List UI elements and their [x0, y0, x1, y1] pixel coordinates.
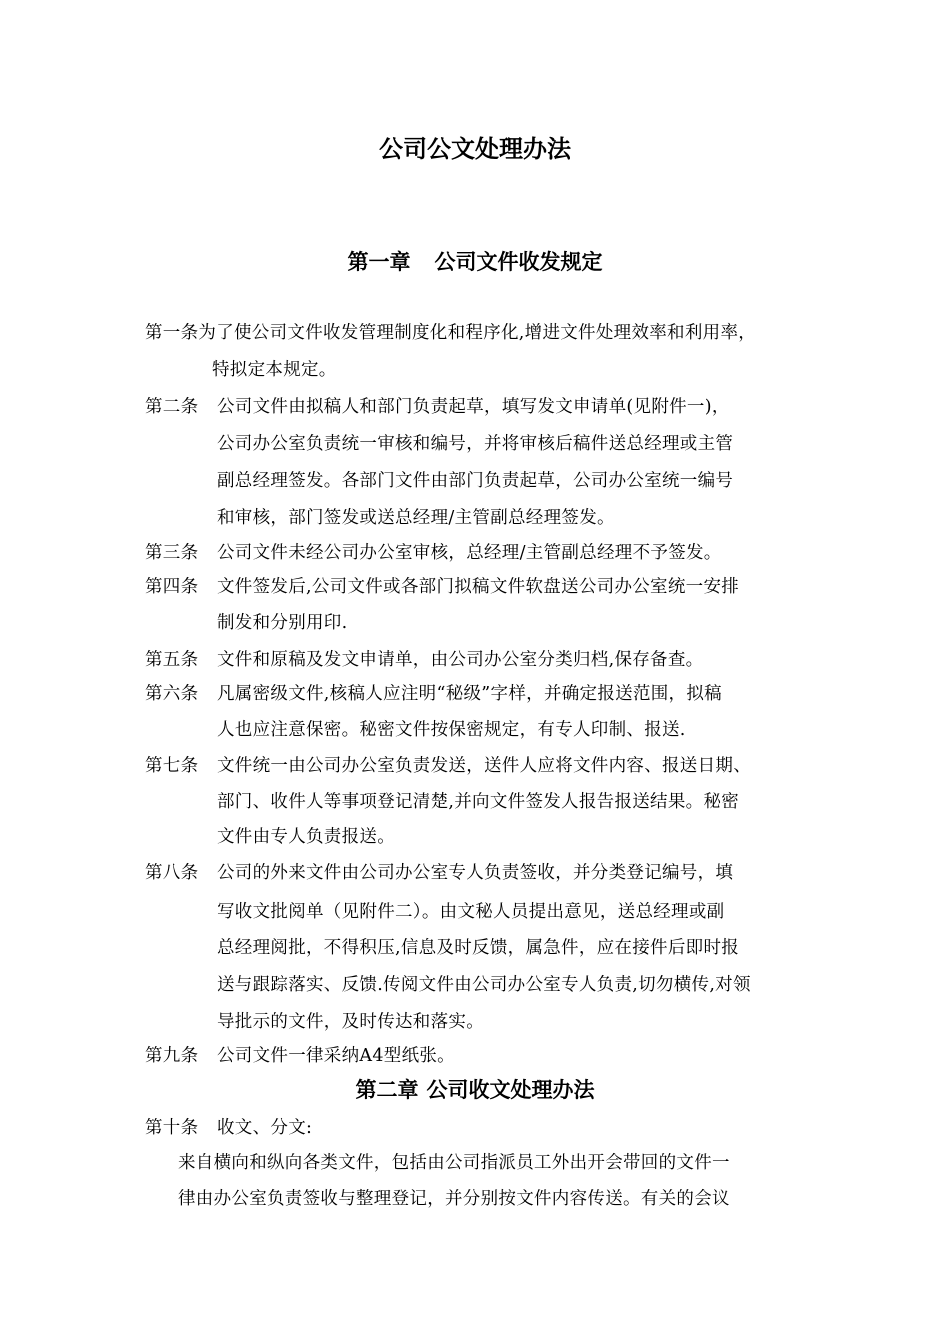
article-2-line-4: 和审核，部门签发或送总经理/主管副总经理签发。	[217, 508, 615, 528]
article-7-line-3: 文件由专人负责报送。	[217, 827, 395, 847]
article-2-line-1	[145, 394, 730, 420]
page-title: 公司公文处理办法	[379, 134, 571, 163]
chapter-heading-2	[0, 1075, 950, 1105]
article-3-line-1	[145, 540, 722, 566]
article-8-line-5: 导批示的文件，及时传达和落实。	[217, 1012, 484, 1032]
article-8-line-1	[145, 860, 733, 886]
article-8-line-4: 送与跟踪落实、反馈.传阅文件由公司办公室专人负责,切勿横传,对领	[217, 975, 751, 995]
article-7-line-1	[145, 753, 751, 779]
article-text: 凡属密级文件,核稿人应注明“秘级”字样，并确定报送范围，拟稿	[217, 684, 722, 704]
article-text: 文件签发后,公司文件或各部门拟稿文件软盘送公司办公室统一安排	[217, 577, 740, 597]
article-1-line-2: 特拟定本规定。	[212, 360, 337, 380]
article-2-line-2: 公司办公室负责统一审核和编号，并将审核后稿件送总经理或主管	[217, 434, 734, 454]
article-label: 第十条	[145, 1118, 199, 1138]
article-1-line-1: 第一条为了使公司文件收发管理制度化和程序化,增进文件处理效率和利用率，	[145, 323, 757, 343]
article-5-line-1	[145, 647, 703, 673]
article-label: 第二条	[145, 397, 199, 417]
article-label: 第五条	[145, 650, 199, 670]
chapter-number: 第一章	[347, 249, 411, 274]
article-text: 公司文件一律采纳A4型纸张。	[217, 1046, 455, 1066]
chapter-name: 公司收文处理办法	[426, 1077, 595, 1102]
article-label: 第九条	[145, 1046, 199, 1066]
article-text: 收文、分文:	[217, 1118, 313, 1138]
article-9-line-1	[145, 1043, 455, 1069]
article-label: 第七条	[145, 756, 199, 776]
paragraph-line-2: 律由办公室负责签收与整理登记，并分别按文件内容传送。有关的会议	[178, 1189, 730, 1209]
chapter-number: 第二章	[355, 1077, 419, 1102]
article-label: 第八条	[145, 863, 199, 883]
chapter-heading-1	[0, 247, 950, 277]
article-4-line-1	[145, 574, 739, 600]
article-label: 第三条	[145, 543, 199, 563]
article-label: 第四条	[145, 577, 199, 597]
article-8-line-2: 写收文批阅单（见附件二）。由文秘人员提出意见，送总经理或副	[217, 902, 725, 922]
article-text: 文件和原稿及发文申请单，由公司办公室分类归档,保存备查。	[217, 650, 704, 670]
article-label: 第六条	[145, 684, 199, 704]
article-text: 公司文件未经公司办公室审核，总经理/主管副总经理不予签发。	[217, 543, 722, 563]
article-2-line-3: 副总经理签发。各部门文件由部门负责起草，公司办公室统一编号	[217, 471, 734, 491]
article-4-line-2: 制发和分别用印.	[217, 613, 348, 633]
article-text: 公司的外来文件由公司办公室专人负责签收，并分类登记编号，填	[217, 863, 734, 883]
article-8-line-3: 总经理阅批，不得积压,信息及时反馈，属急件，应在接件后即时报	[217, 938, 740, 958]
article-text: 文件统一由公司办公室负责发送，送件人应将文件内容、报送日期、	[217, 756, 751, 776]
chapter-name: 公司文件收发规定	[434, 249, 603, 274]
paragraph-line-1: 来自横向和纵向各类文件，包括由公司指派员工外出开会带回的文件一	[178, 1153, 730, 1173]
article-10-line-1	[145, 1115, 312, 1141]
article-7-line-2: 部门、收件人等事项登记清楚,并向文件签发人报告报送结果。秘密	[217, 792, 740, 812]
article-text: 公司文件由拟稿人和部门负责起草，填写发文申请单(见附件一)，	[217, 397, 730, 417]
article-6-line-2: 人也应注意保密。秘密文件按保密规定，有专人印制、报送.	[217, 720, 686, 740]
article-6-line-1	[145, 681, 722, 707]
